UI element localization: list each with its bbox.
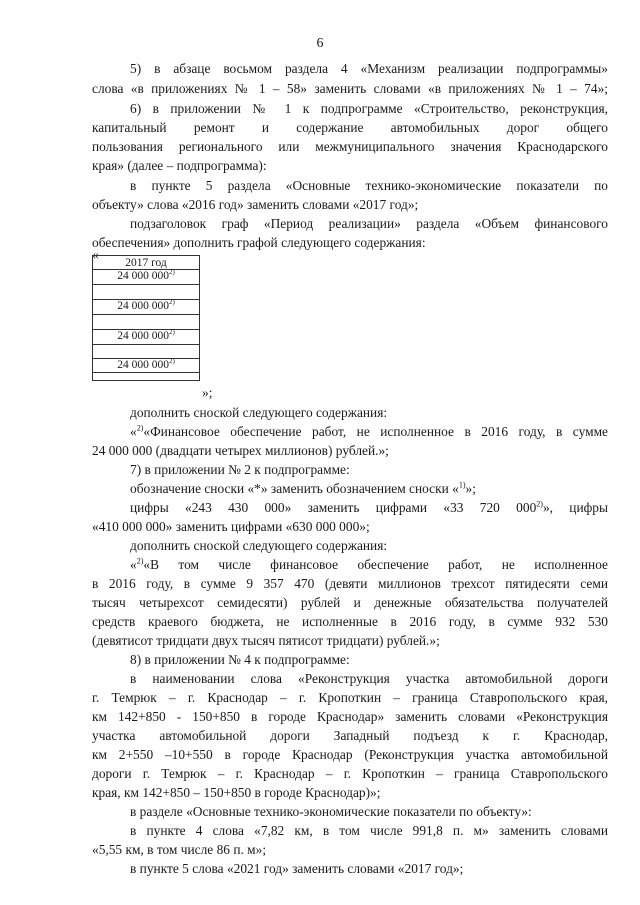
footnote-2-line-2: 24 000 000 (двадцати четырех миллионов) рублей.»;	[92, 443, 389, 458]
item-7-footnote-mark-line: обозначение сноски «*» заменить обозначением сноски «$^{1)}$»;	[130, 480, 476, 496]
item-8-point4-line-1: в пункте 4 слова «7,82 км, в том числе 991,8 п. м» заменить словами	[130, 823, 608, 838]
item-8-name-line-4: участка автомобильной дороги Западный подъезд к г. Краснодар,	[92, 728, 608, 743]
item-8-point4-line-2: «5,55 км, в том числе 86 п. м»;	[92, 842, 267, 857]
item-5-line-2: слова «в приложениях № 1 – 58» заменить словами «в приложениях № 1 – 74»;	[92, 81, 608, 96]
table-rule	[93, 284, 199, 285]
table-rule	[93, 372, 199, 373]
subheading-line-1: подзаголовок граф «Период реализации» раздела «Объем финансового	[130, 216, 608, 231]
item-7-digits-line-2: «410 000 000» заменить цифрами «630 000 000»;	[92, 519, 370, 534]
item-6-line-1: 6) в приложении № 1 к подпрограмме «Строительство, реконструкция,	[130, 101, 608, 116]
table-open-quote: «	[92, 247, 99, 262]
page-number: 6	[316, 36, 324, 51]
table-rule	[93, 314, 199, 315]
item-7-footnote-line-5: (девятисот тридцати двух тысяч пятисот тридцати) рублей.»;	[92, 633, 440, 648]
footnote-2-line-1: «$^{2)}$«Финансовое обеспечение работ, не исполненное в 2016 году, в сумме	[130, 423, 608, 439]
table-cell-1: 24 000 000$^{2)}$	[117, 268, 175, 282]
item-7-digits-line-1: цифры «243 430 000» заменить цифрами «33 720 000$^{2)}$», цифры	[130, 499, 609, 515]
table-header-cell: 2017 год	[125, 257, 167, 269]
item-6-line-3: пользования регионального или межмуниципального значения Краснодарского	[92, 139, 608, 154]
item-8-name-line-3: км 142+850 - 150+850 в городе Краснодар» заменить словами «Реконструкция	[92, 709, 608, 724]
item-7-footnote-intro: дополнить сноской следующего содержания:	[130, 538, 388, 553]
table-cell-4: 24 000 000$^{2)}$	[117, 357, 175, 371]
table-close-quote: »;	[202, 385, 213, 400]
item-7-footnote-line-4: средств краевого бюджета, не исполненные в 2016 году, в сумме 932 530	[92, 614, 608, 629]
item-6-line-4: края» (далее – подпрограмма):	[92, 158, 267, 173]
item-8-name-line-6: дороги г. Темрюк – г. Краснодар – г. Кропоткин – граница Ставропольского	[92, 766, 608, 781]
item-7-footnote-line-1: «$^{2)}$«В том числе финансовое обеспечение работ, не исполненное	[130, 556, 608, 572]
inserted-column-table	[92, 255, 200, 381]
item-8-name-line-7: края, км 142+850 – 150+850 в городе Краснодар)»;	[92, 785, 381, 800]
item-6-line-2: капитальный ремонт и содержание автомобильных дорог общего	[92, 120, 608, 135]
item-7-footnote-line-2: в 2016 году, в сумме 9 357 470 (девяти миллионов трехсот пятидесяти семи	[92, 576, 608, 591]
item-7-footnote-line-3: тысяч четырехсот семидесяти) рублей и денежные обязательства получателей	[92, 595, 608, 610]
table-cell-3: 24 000 000$^{2)}$	[117, 328, 175, 342]
item-6-point5-line-1: в пункте 5 раздела «Основные технико-экономические показатели по	[130, 178, 608, 193]
item-8-section-line: в разделе «Основные технико-экономические показатели по объекту»:	[130, 804, 532, 819]
footnote-intro: дополнить сноской следующего содержания:	[130, 405, 388, 420]
table-rule	[93, 344, 199, 345]
item-8-point5-line: в пункте 5 слова «2021 год» заменить словами «2017 год»;	[130, 861, 464, 876]
table-cell-2: 24 000 000$^{2)}$	[117, 298, 175, 312]
subheading-line-2: обеспечения» дополнить графой следующего содержания:	[92, 235, 426, 250]
item-8-heading: 8) в приложении № 4 к подпрограмме:	[130, 652, 350, 667]
item-8-name-line-1: в наименовании слова «Реконструкция участка автомобильной дороги	[130, 671, 608, 686]
item-5-line-1: 5) в абзаце восьмом раздела 4 «Механизм реализации подпрограммы»	[130, 61, 608, 76]
item-6-point5-line-2: объекту» слова «2016 год» заменить словами «2017 год»;	[92, 197, 419, 212]
item-7-heading: 7) в приложении № 2 к подпрограмме:	[130, 462, 350, 477]
item-8-name-line-2: г. Темрюк – г. Краснодар – г. Кропоткин – граница Ставропольского края,	[92, 690, 608, 705]
item-8-name-line-5: км 2+550 –10+550 в городе Краснодар (Реконструкция участка автомобильной	[92, 747, 608, 762]
